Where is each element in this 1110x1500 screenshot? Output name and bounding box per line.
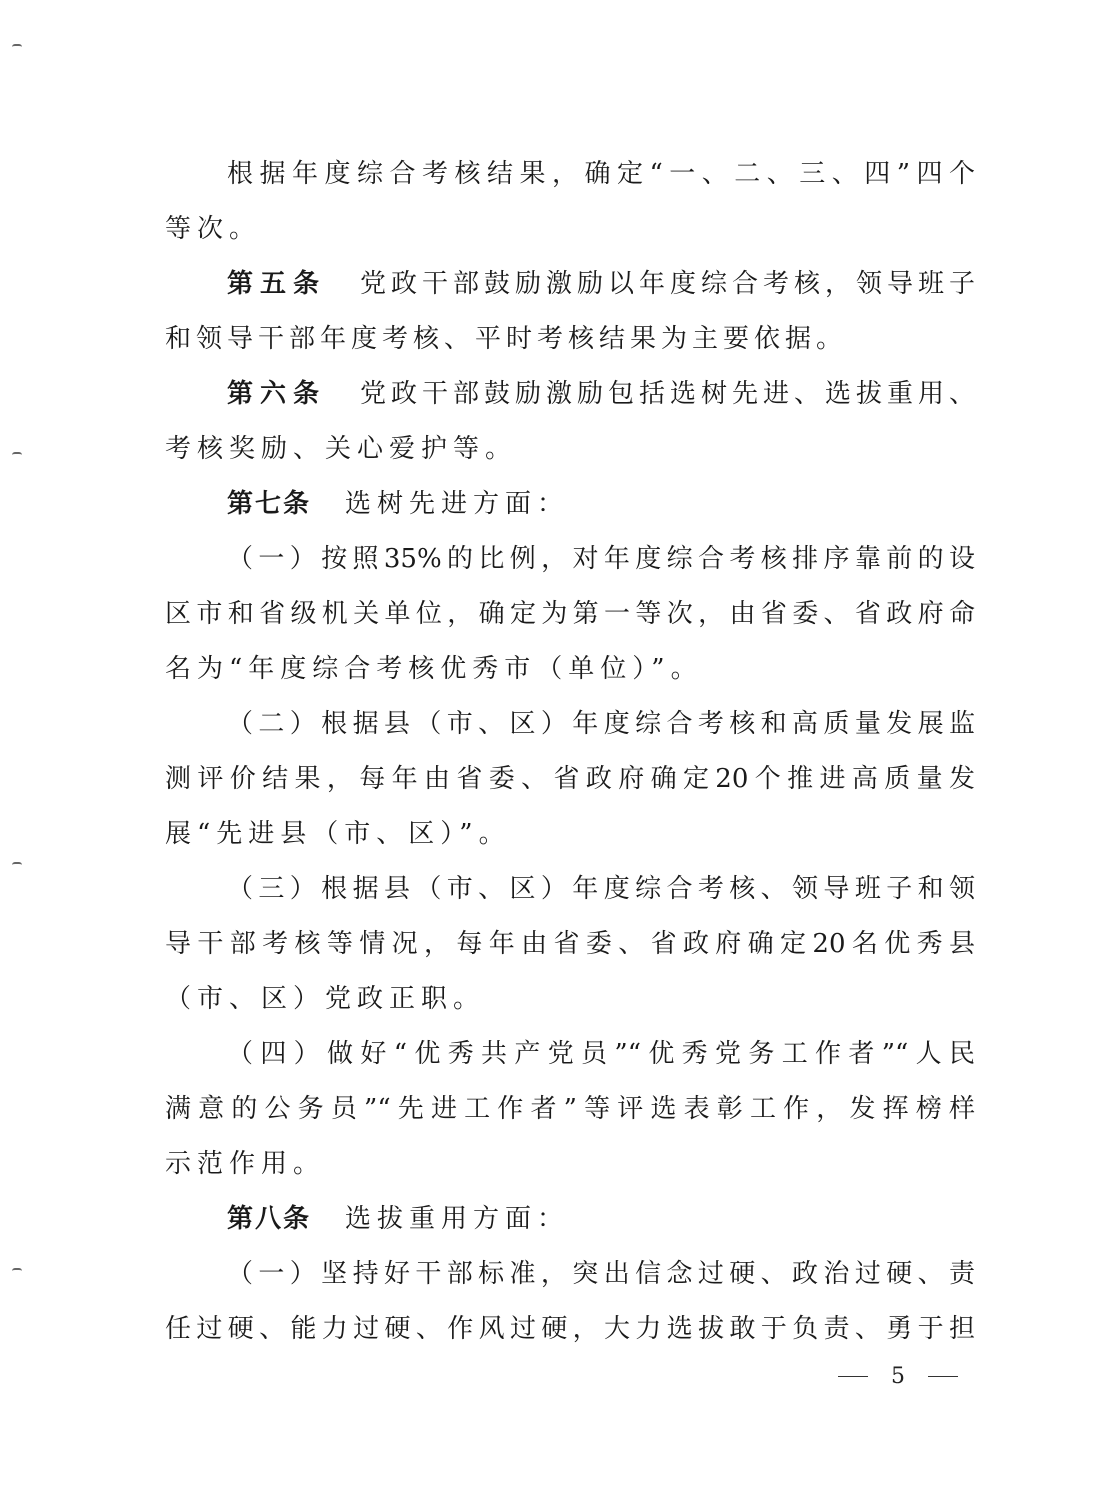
paragraph-line: 展“先进县（市、区）”。 [165, 819, 511, 849]
paragraph-line: 和领导干部年度考核、平时考核结果为主要依据。 [165, 324, 848, 354]
paragraph-line: （一）坚持好干部标准，突出信念过硬、政治过硬、责 [227, 1259, 975, 1289]
page-number: 5 [891, 1363, 905, 1389]
article-6-line [165, 367, 975, 422]
article-6-label: 第六条 [227, 379, 326, 409]
footer-dash-right [928, 1376, 958, 1377]
footer-dash-left [838, 1376, 868, 1377]
paragraph-line: （三）根据县（市、区）年度综合考核、领导班子和领 [227, 874, 975, 904]
binding-hole-mark [12, 44, 22, 52]
paragraph-line: （一）按照35%的比例，对年度综合考核排序靠前的设 [227, 544, 975, 574]
paragraph-line: （市、区）党政正职。 [165, 984, 486, 1014]
paragraph-line: 等次。 [165, 214, 262, 244]
article-6-text: 党政干部鼓励激励包括选树先进、选拔重用、 [360, 379, 975, 409]
paragraph-line: 根据年度综合考核结果，确定“一、二、三、四”四个 [227, 159, 975, 189]
article-5-line [165, 257, 975, 312]
paragraph-line: 满意的公务员”“先进工作者”等评选表彰工作，发挥榜样 [165, 1094, 975, 1124]
paragraph-line: 导干部考核等情况，每年由省委、省政府确定20名优秀县 [165, 929, 975, 959]
article-5-label: 第五条 [227, 269, 326, 299]
binding-hole-mark [12, 862, 22, 870]
article-7-label: 第七条 [227, 489, 312, 519]
article-8-label: 第八条 [227, 1204, 312, 1234]
paragraph-line: 名为“年度综合考核优秀市（单位）”。 [165, 654, 703, 684]
paragraph-line: 示范作用。 [165, 1149, 326, 1179]
paragraph-line: （四）做好“优秀共产党员”“优秀党务工作者”“人民 [227, 1039, 975, 1069]
article-8-text: 选拔重用方面： [345, 1204, 570, 1234]
paragraph-line: （二）根据县（市、区）年度综合考核和高质量发展监 [227, 709, 975, 739]
binding-hole-mark [12, 452, 22, 460]
article-5-text: 党政干部鼓励激励以年度综合考核，领导班子 [360, 269, 975, 299]
body-text [165, 147, 975, 1357]
paragraph-line: 测评价结果，每年由省委、省政府确定20个推进高质量发 [165, 764, 975, 794]
paragraph-line: 考核奖励、关心爱护等。 [165, 434, 518, 464]
paragraph-line: 任过硬、能力过硬、作风过硬，大力选拔敢于负责、勇于担 [165, 1314, 975, 1344]
binding-hole-mark [12, 1268, 22, 1276]
page-footer [838, 1360, 958, 1392]
article-7-line [165, 477, 975, 532]
article-8-line [165, 1192, 975, 1247]
paragraph-line: 区市和省级机关单位，确定为第一等次，由省委、省政府命 [165, 599, 975, 629]
article-7-text: 选树先进方面： [345, 489, 570, 519]
